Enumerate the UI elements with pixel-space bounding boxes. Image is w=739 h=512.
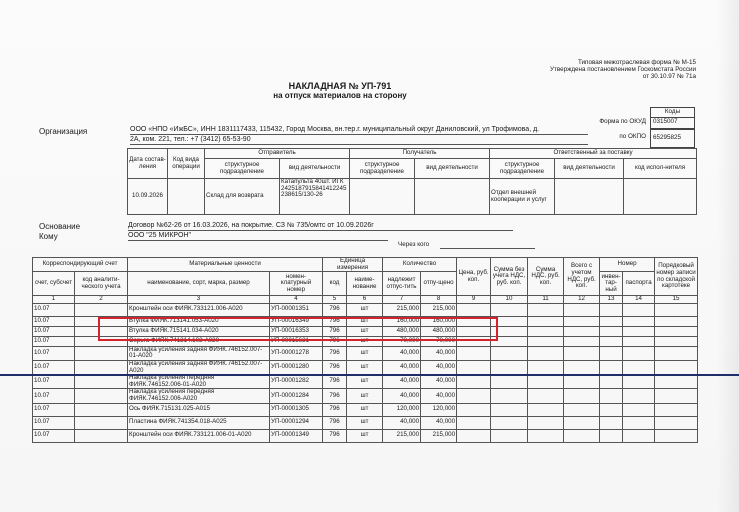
r-record <box>655 403 698 416</box>
op-code-header: Код вида операции <box>168 149 205 179</box>
r-vat <box>528 326 564 336</box>
r-name: Накладка усиления передняя ФИЯК.746152.006-А020 <box>128 389 270 403</box>
r-code: 796 <box>323 429 347 442</box>
r-code: 796 <box>323 316 347 326</box>
receiver-unit-header: структурное подразделение <box>350 159 415 179</box>
basis-value: Договор №62-26 от 16.03.2026, на покрытие. СЗ № 735/омтс от 10.09.2026г <box>128 222 513 231</box>
r-record <box>655 429 698 442</box>
r-price <box>457 403 491 416</box>
total-with-vat-header: Всего с учетом НДС, руб. коп. <box>564 258 600 296</box>
r-code: 796 <box>323 389 347 403</box>
r-total <box>564 336 600 346</box>
r-inv <box>600 403 623 416</box>
r-sum <box>491 375 528 389</box>
nomenclature-header: номен-клатурный номер <box>270 272 323 296</box>
r-name: Втулка ФИЯК.713141.053-А020 <box>128 316 270 326</box>
r-released: 40,000 <box>421 389 457 403</box>
r-vat <box>528 316 564 326</box>
r-qty: 40,000 <box>383 416 421 429</box>
responsible-unit-value: Отдел внешней кооперации и услуг <box>490 179 555 215</box>
okpo-label: по ОКПО <box>619 133 646 140</box>
r-nomen: УП-00001284 <box>270 389 323 403</box>
r-analytic <box>75 416 128 429</box>
r-account: 10.07 <box>33 326 75 336</box>
r-code: 796 <box>323 326 347 336</box>
r-qty: 40,000 <box>383 389 421 403</box>
codes-header: Коды <box>650 107 695 118</box>
table-row <box>33 416 698 429</box>
r-vat <box>528 336 564 346</box>
r-code: 796 <box>323 346 347 360</box>
basis-label: Основание <box>39 222 81 231</box>
organization-line2: 2А, ком. 221, тел.: +7 (3412) 65-53-90 <box>130 136 588 145</box>
r-sum <box>491 429 528 442</box>
organization-line1: ООО «НПО «ИжБС», ИНН 1831117433, 115432, Город Москва, вн.тер.г. муниципальный округ Даниловский, ул Трофимова, д. <box>130 126 588 135</box>
unit-header: Единица измерения <box>323 258 383 272</box>
r-qty: 215,000 <box>383 429 421 442</box>
organization-label: Организация <box>39 127 88 136</box>
date-header: Дата состав-ления <box>128 149 168 179</box>
number-header: Номер <box>600 258 655 272</box>
r-inv <box>600 346 623 360</box>
r-pass <box>623 429 655 442</box>
r-account: 10.07 <box>33 316 75 326</box>
r-released: 120,000 <box>421 403 457 416</box>
r-record <box>655 303 698 316</box>
r-nomen: УП-00001351 <box>270 303 323 316</box>
r-qty: 160,000 <box>383 316 421 326</box>
r-inv <box>600 375 623 389</box>
r-name: Накладка усиления задняя ФИЯК.746152.007-01-А020 <box>128 346 270 360</box>
r-record <box>655 346 698 360</box>
pen-line <box>0 374 739 376</box>
r-record <box>655 375 698 389</box>
r-unit: шт <box>347 336 383 346</box>
receiver-unit-value <box>350 179 415 215</box>
account-sub-header: счет, субсчет <box>33 272 75 296</box>
r-sum <box>491 360 528 374</box>
r-record <box>655 326 698 336</box>
date-value: 10.09.2026 <box>128 179 168 215</box>
via-value-line <box>440 247 535 249</box>
highlight-box <box>98 317 498 341</box>
r-unit: шт <box>347 403 383 416</box>
record-no-header: Порядковый номер записи по складской картотеке <box>655 258 698 296</box>
r-sum <box>491 416 528 429</box>
sender-unit-header: структурное подразделение <box>205 159 280 179</box>
r-account: 10.07 <box>33 346 75 360</box>
col-num: 4 <box>270 296 323 304</box>
r-sum <box>491 303 528 316</box>
r-name: Накладка усиления задняя ФИЯК.746152.007-А020 <box>128 360 270 374</box>
r-total <box>564 316 600 326</box>
r-record <box>655 389 698 403</box>
r-price <box>457 360 491 374</box>
r-nomen: УП-00016353 <box>270 326 323 336</box>
vat-sum-header: Сумма НДС, руб. коп. <box>528 258 564 296</box>
via-label: Через кого <box>398 241 430 248</box>
sum-no-vat-header: Сумма без учета НДС, руб. коп. <box>491 258 528 296</box>
r-record <box>655 336 698 346</box>
column-numbers-row <box>33 296 698 304</box>
col-num: 15 <box>655 296 698 304</box>
col-num: 13 <box>600 296 623 304</box>
r-released: 480,000 <box>421 326 457 336</box>
r-code: 796 <box>323 375 347 389</box>
r-nomen: УП-00015631 <box>270 336 323 346</box>
r-inv <box>600 429 623 442</box>
col-num: 14 <box>623 296 655 304</box>
r-qty: 215,000 <box>383 303 421 316</box>
items-table <box>32 257 698 443</box>
r-account: 10.07 <box>33 403 75 416</box>
r-vat <box>528 375 564 389</box>
r-vat <box>528 303 564 316</box>
responsible-activity-header: вид деятельности <box>555 159 624 179</box>
r-analytic <box>75 375 128 389</box>
r-unit: шт <box>347 316 383 326</box>
r-unit: шт <box>347 389 383 403</box>
r-total <box>564 403 600 416</box>
r-price <box>457 429 491 442</box>
r-name: Кронштейн оси ФИЯК.733121.006-01-А020 <box>128 429 270 442</box>
unit-name-header: наиме-нование <box>347 272 383 296</box>
r-vat <box>528 346 564 360</box>
r-total <box>564 416 600 429</box>
r-record <box>655 416 698 429</box>
r-analytic <box>75 346 128 360</box>
material-name-header: наименование, сорт, марка, размер <box>128 272 270 296</box>
r-price <box>457 416 491 429</box>
col-num: 10 <box>491 296 528 304</box>
responsible-activity-value <box>555 179 624 215</box>
r-released: 40,000 <box>421 346 457 360</box>
sender-receiver-table <box>127 148 697 215</box>
r-qty: 40,000 <box>383 346 421 360</box>
r-unit: шт <box>347 360 383 374</box>
r-analytic <box>75 403 128 416</box>
table-row <box>33 403 698 416</box>
r-inv <box>600 303 623 316</box>
sender-activity-value: Катапульта 40шт. ИГК 2425187915841412245238615/130-26 <box>280 179 350 215</box>
responsible-header: Ответственный за поставку <box>490 149 697 159</box>
r-code: 796 <box>323 336 347 346</box>
r-account: 10.07 <box>33 375 75 389</box>
okud-label: Форма по ОКУД <box>599 118 646 125</box>
r-inv <box>600 336 623 346</box>
r-vat <box>528 416 564 429</box>
op-code-value <box>168 179 205 215</box>
r-unit: шт <box>347 326 383 336</box>
r-qty: 40,000 <box>383 375 421 389</box>
responsible-unit-header: структурное подразделение <box>490 159 555 179</box>
r-vat <box>528 389 564 403</box>
r-nomen: УП-00001280 <box>270 360 323 374</box>
passport-header: паспорта <box>623 272 655 296</box>
receiver-header: Получатель <box>350 149 490 159</box>
r-price <box>457 375 491 389</box>
r-released: 160,000 <box>421 316 457 326</box>
executor-code-header: код испол-нителя <box>624 159 697 179</box>
r-qty: 40,000 <box>383 360 421 374</box>
r-sum <box>491 403 528 416</box>
r-name: Серьга ФИЯК.741314.102-А020 <box>128 336 270 346</box>
r-pass <box>623 375 655 389</box>
r-total <box>564 346 600 360</box>
r-inv <box>600 316 623 326</box>
table-row <box>33 375 698 389</box>
r-code: 796 <box>323 360 347 374</box>
document-title: НАКЛАДНАЯ № УП-791 <box>288 81 392 91</box>
col-num: 9 <box>457 296 491 304</box>
r-inv <box>600 416 623 429</box>
table-row <box>33 389 698 403</box>
r-total <box>564 360 600 374</box>
qty-released-header: отпу-щено <box>421 272 457 296</box>
r-analytic <box>75 389 128 403</box>
r-released: 70,000 <box>421 336 457 346</box>
r-released: 40,000 <box>421 360 457 374</box>
r-analytic <box>75 429 128 442</box>
receiver-activity-header: вид деятельности <box>415 159 490 179</box>
to-label: Кому <box>39 232 58 241</box>
r-code: 796 <box>323 416 347 429</box>
table-row <box>33 346 698 360</box>
r-account: 10.07 <box>33 416 75 429</box>
r-nomen: УП-00001294 <box>270 416 323 429</box>
col-num: 3 <box>128 296 270 304</box>
sender-header: Отправитель <box>205 149 350 159</box>
sender-activity-header: вид деятельности <box>280 159 350 179</box>
r-pass <box>623 403 655 416</box>
r-qty: 480,000 <box>383 326 421 336</box>
r-released: 215,000 <box>421 429 457 442</box>
r-price <box>457 389 491 403</box>
col-num: 8 <box>421 296 457 304</box>
r-unit: шт <box>347 375 383 389</box>
r-vat <box>528 360 564 374</box>
col-num: 6 <box>347 296 383 304</box>
r-account: 10.07 <box>33 303 75 316</box>
r-inv <box>600 326 623 336</box>
r-name: Ось ФИЯК.715131.025-А015 <box>128 403 270 416</box>
unit-code-header: код <box>323 272 347 296</box>
r-record <box>655 360 698 374</box>
r-account: 10.07 <box>33 360 75 374</box>
r-vat <box>528 429 564 442</box>
r-account: 10.07 <box>33 336 75 346</box>
quantity-header: Количество <box>383 258 457 272</box>
r-nomen: УП-00001305 <box>270 403 323 416</box>
r-price <box>457 346 491 360</box>
receiver-activity-value <box>415 179 490 215</box>
document-subtitle: на отпуск материалов на сторону <box>273 91 407 100</box>
r-pass <box>623 389 655 403</box>
price-header: Цена, руб. коп. <box>457 258 491 296</box>
material-header: Материальные ценности <box>128 258 323 272</box>
r-pass <box>623 336 655 346</box>
r-name: Пластина ФИЯК.741354.018-А025 <box>128 416 270 429</box>
r-inv <box>600 360 623 374</box>
approval-line1: Утверждена постановлением Госкомстата России <box>549 66 696 73</box>
r-code: 796 <box>323 303 347 316</box>
r-nomen: УП-00016349 <box>270 316 323 326</box>
r-inv <box>600 389 623 403</box>
executor-code-value <box>624 179 697 215</box>
col-num: 12 <box>564 296 600 304</box>
r-total <box>564 303 600 316</box>
r-total <box>564 389 600 403</box>
form-type: Типовая межотраслевая форма № М-15 <box>577 59 696 66</box>
r-analytic <box>75 360 128 374</box>
col-num: 7 <box>383 296 421 304</box>
r-pass <box>623 326 655 336</box>
corr-account-header: Корреспондирующий счет <box>33 258 128 272</box>
r-qty: 70,000 <box>383 336 421 346</box>
okud-value: 0315007 <box>650 117 695 129</box>
r-pass <box>623 360 655 374</box>
inventory-header: инвен-тар-ный <box>600 272 623 296</box>
qty-to-release-header: надлежит отпус-тить <box>383 272 421 296</box>
r-qty: 120,000 <box>383 403 421 416</box>
r-name: Втулка ФИЯК.715141.034-А020 <box>128 326 270 336</box>
r-name: Кронштейн оси ФИЯК.733121.006-А020 <box>128 303 270 316</box>
r-pass <box>623 416 655 429</box>
r-total <box>564 326 600 336</box>
table-row <box>33 429 698 442</box>
r-code: 796 <box>323 403 347 416</box>
page-edge-shadow <box>717 0 739 512</box>
approval-line2: от 30.10.97 № 71а <box>642 73 696 80</box>
r-released: 40,000 <box>421 375 457 389</box>
r-sum <box>491 346 528 360</box>
r-sum <box>491 389 528 403</box>
to-value: ООО "25 МИКРОН" <box>128 232 388 241</box>
r-unit: шт <box>347 346 383 360</box>
r-unit: шт <box>347 429 383 442</box>
r-name: Накладка усиления передняя ФИЯК.746152.006-01-А020 <box>128 375 270 389</box>
r-nomen: УП-00001349 <box>270 429 323 442</box>
r-vat <box>528 403 564 416</box>
r-pass <box>623 316 655 326</box>
table-row <box>33 303 698 316</box>
r-account: 10.07 <box>33 389 75 403</box>
okpo-value: 65295825 <box>650 129 695 148</box>
r-analytic <box>75 303 128 316</box>
col-num: 1 <box>33 296 75 304</box>
r-total <box>564 375 600 389</box>
analytic-code-header: код аналити-ческого учета <box>75 272 128 296</box>
r-unit: шт <box>347 416 383 429</box>
table-row <box>33 360 698 374</box>
r-unit: шт <box>347 303 383 316</box>
r-released: 40,000 <box>421 416 457 429</box>
r-pass <box>623 303 655 316</box>
r-nomen: УП-00001278 <box>270 346 323 360</box>
r-pass <box>623 346 655 360</box>
r-nomen: УП-00001282 <box>270 375 323 389</box>
col-num: 11 <box>528 296 564 304</box>
r-released: 215,000 <box>421 303 457 316</box>
r-record <box>655 316 698 326</box>
sender-unit-value: Склад для возврата <box>205 179 280 215</box>
r-price <box>457 303 491 316</box>
col-num: 2 <box>75 296 128 304</box>
col-num: 5 <box>323 296 347 304</box>
r-account: 10.07 <box>33 429 75 442</box>
r-total <box>564 429 600 442</box>
